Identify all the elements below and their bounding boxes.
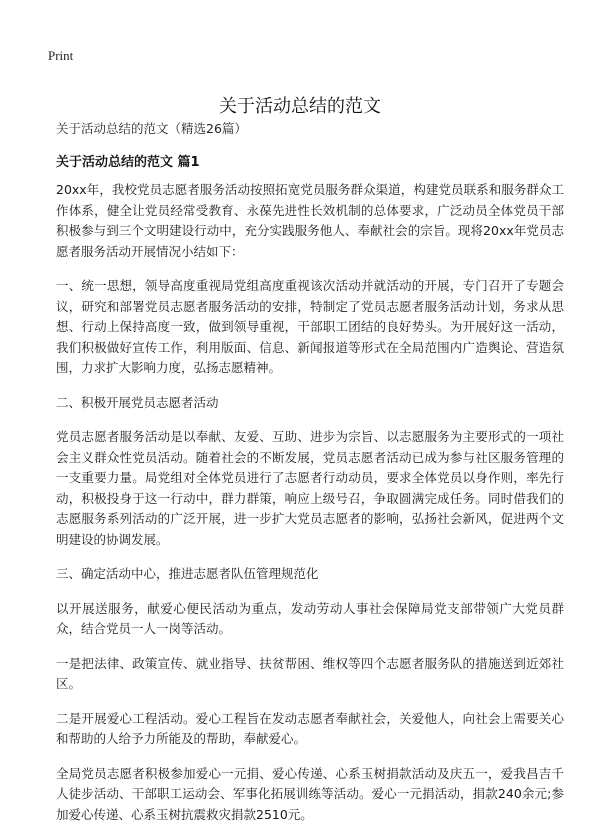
paragraph-section-1: 一、统一思想，领导高度重视局党组高度重视该次活动并就活动的开展，专门召开了专题会议，研究和部署党员志愿者服务活动的安排，特制定了党员志愿者服务活动计划，务求从思想、行动上保持高度一致，做到领导重视，干部职工团结的良好势头。为开展好这一活动，我们积极做好宣传工作，利用版面、信息、新闻报道等形式在全局范围内广造舆论、营造氛围，力求扩大影响力度，弘扬志愿精神。 — [56, 278, 564, 375]
paragraph-item-2: 二是开展爱心工程活动。爱心工程旨在发动志愿者奉献社会，关爱他人，向社会上需要关心和帮助的人给予力所能及的帮助，奉献爱心。 — [56, 710, 564, 746]
paragraph-summary: 全局党员志愿者积极参加爱心一元捐、爱心传递、心系玉树捐款活动及庆五一，爱我昌吉千人徒步活动、干部职工运动会、军事化拓展训练等活动。爱心一元捐活动，捐款240余元;参加爱心传递、心系玉树抗震救灾捐款2510元。 — [56, 765, 564, 822]
paragraph-intro: 20xx年，我校党员志愿者服务活动按照拓宽党员服务群众渠道，构建党员联系和服务群众工作体系，健全让党员经常受教育、永葆先进性长效机制的总体要求，广泛动员全体党员干部积极参与到三个文明建设行动中，充分实践服务他人、奉献社会的宗旨。现将20xx年党员志愿者服务活动开展情况小结如下： — [56, 182, 564, 259]
paragraph-item-1: 一是把法律、政策宣传、就业指导、扶贫帮困、维权等四个志愿者服务队的措施送到近郊社区。 — [56, 655, 564, 691]
paragraph-section-3: 以开展送服务，献爱心便民活动为重点，发动劳动人事社会保障局党支部带领广大党员群众，结合党员一人一岗等活动。 — [56, 600, 564, 636]
section-heading: 关于活动总结的范文 篇1 — [56, 155, 200, 170]
page-title: 关于活动总结的范文 — [219, 96, 381, 118]
paragraph-heading-3: 三、确定活动中心，推进志愿者队伍管理规范化 — [56, 566, 319, 581]
paragraph-heading-2: 二、积极开展党员志愿者活动 — [56, 394, 219, 410]
article-body — [56, 180, 564, 839]
paragraph-section-2: 党员志愿者服务活动是以奉献、友爱、互助、进步为宗旨、以志愿服务为主要形式的一项社会主义群众性党员活动。随着社会的不断发展，党员志愿者活动已成为参与社区服务管理的一支重要力量。局党组对全体党员进行了志愿者行动动员，要求全体党员以身作则，率先行动，积极投身于这一行动中，群力群策，响应上级号召，争取圆满完成任务。同时借我们的志愿服务系列活动的广泛开展，进一步扩大党员志愿者的影响，弘扬社会新风，促进两个文明建设的协调发展。 — [56, 429, 564, 547]
print-link[interactable]: Print — [48, 48, 74, 63]
document-subtitle: 关于活动总结的范文（精选26篇） — [56, 121, 247, 136]
